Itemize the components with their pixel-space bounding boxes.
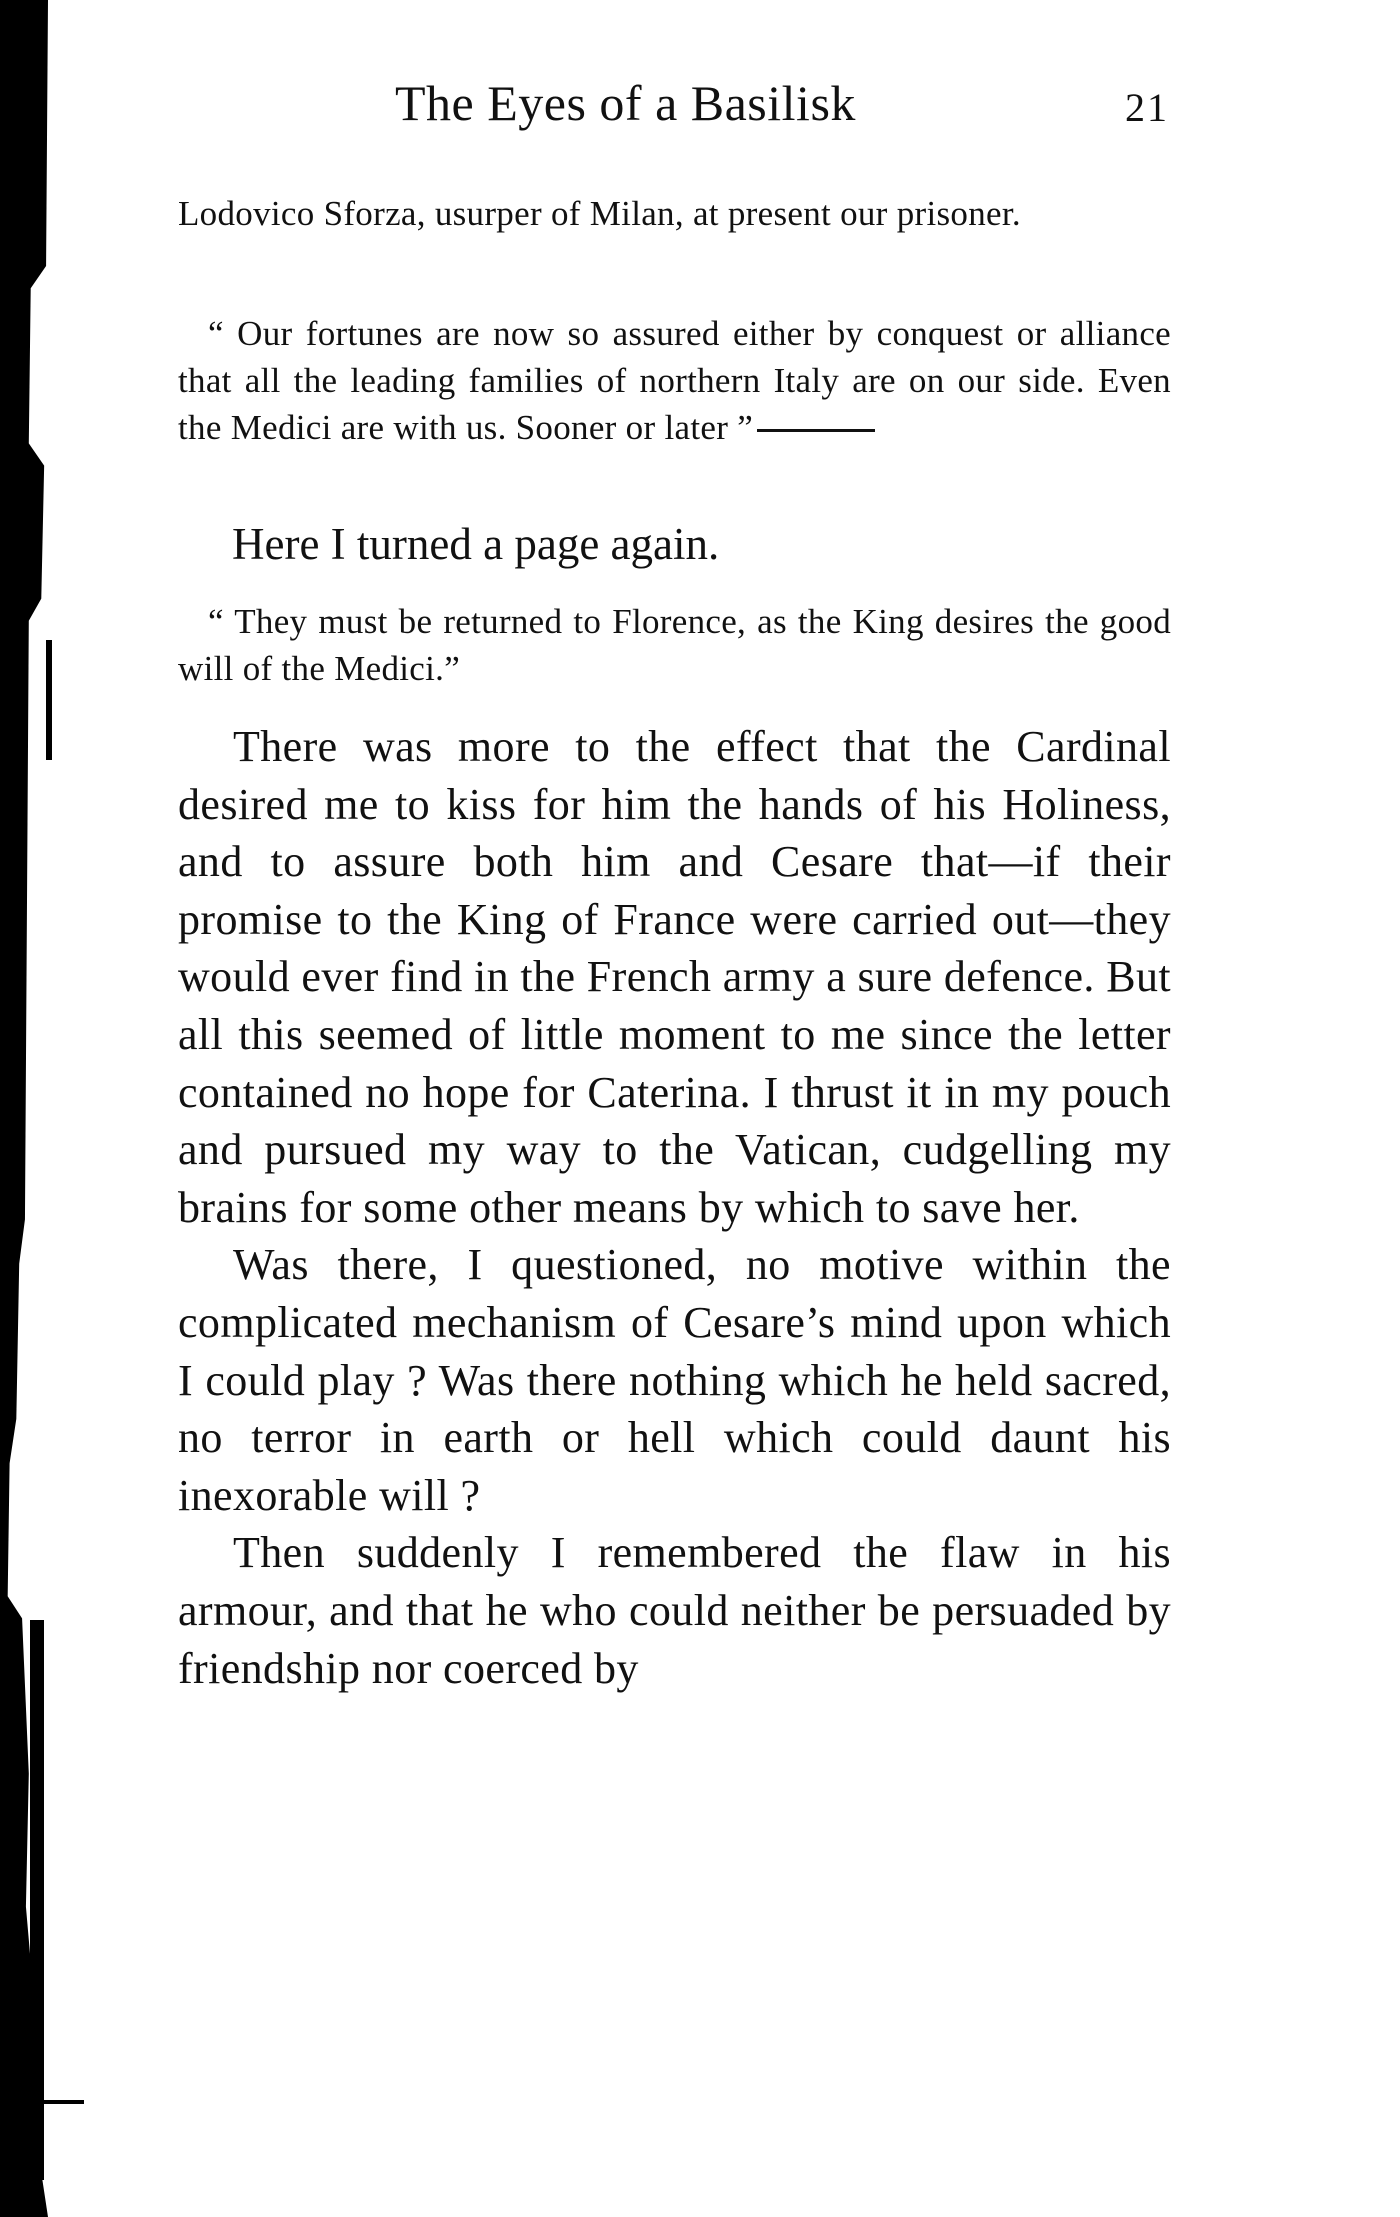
letter-postscript: “ They must be returned to Florence, as the King desires the good will of the Medici.” (178, 602, 1171, 688)
body-text (178, 718, 1171, 1697)
body-paragraph: There was more to the effect that the Cardinal desired me to kiss for him the hands of his Holiness, and to assure both him and Cesare that—if their promise to the King of France were carried out—they would ever find in the French army a sure defence. But all this seemed of little moment to me since the letter contained no hope for Caterina. I thrust it in my pouch and pursued my way to the Vatican, cudgelling my brains for some other means by which to save her. (178, 722, 1171, 1232)
body-paragraph: Then suddenly I remembered the flaw in his armour, and that he who could neither be persuaded by friendship nor coerced by (178, 1528, 1171, 1693)
letter-continuation: Lodovico Sforza, usurper of Milan, at present our prisoner. (178, 194, 1021, 233)
body-paragraph: Was there, I questioned, no motive within the complicated mechanism of Cesare’s mind upon which I could play ? Was there nothing which he held sacred, no terror in earth or hell which could daunt his inexorable will ? (178, 1240, 1171, 1520)
em-dash-rule (757, 429, 875, 432)
page-number: 21 (1125, 85, 1169, 130)
running-title: The Eyes of a Basilisk (395, 75, 856, 131)
letter-paragraph (178, 310, 1171, 451)
narration-turn: Here I turned a page again. (232, 519, 720, 569)
letter-paragraph-text: “ Our fortunes are now so assured either by conquest or alliance that all the leading families of northern Italy are on our side. Even the Medici are with us. Sooner or later ” (178, 314, 1171, 447)
